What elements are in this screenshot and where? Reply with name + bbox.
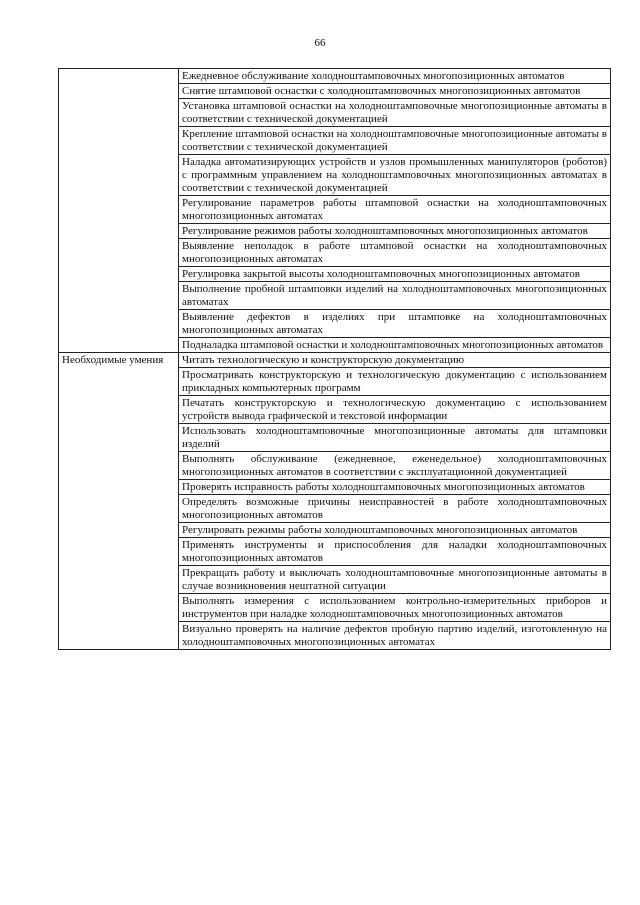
section-label xyxy=(59,69,179,353)
section-label: Необходимые умения xyxy=(59,353,179,650)
requirement-item: Снятие штамповой оснастки с холодноштамповочных многопозиционных автоматов xyxy=(179,84,611,99)
requirement-item: Выполнение пробной штамповки изделий на холодноштамповочных многопозиционных автоматах xyxy=(179,282,611,310)
requirement-item: Использовать холодноштамповочные многопозиционные автоматы для штамповки изделий xyxy=(179,424,611,452)
requirement-item: Прекращать работу и выключать холодноштамповочные многопозиционные автоматы в случае возникновения нештатной ситуации xyxy=(179,566,611,594)
requirement-item: Выявление неполадок в работе штамповой оснастки на холодноштамповочных многопозиционных автоматах xyxy=(179,239,611,267)
requirement-item: Читать технологическую и конструкторскую документацию xyxy=(179,353,611,368)
requirement-item: Применять инструменты и приспособления для наладки холодноштамповочных многопозиционных автоматов xyxy=(179,538,611,566)
requirement-item: Наладка автоматизирующих устройств и узлов промышленных манипуляторов (роботов) с программным управлением на холодноштамповочных многопозиционных автоматах в соответствии с технической документацией xyxy=(179,155,611,196)
requirement-item: Регулирование режимов работы холодноштамповочных многопозиционных автоматов xyxy=(179,224,611,239)
requirement-item: Установка штамповой оснастки на холодноштамповочные многопозиционные автоматы в соответствии с технической документацией xyxy=(179,99,611,127)
requirement-item: Определять возможные причины неисправностей в работе холодноштамповочных многопозиционных автоматов xyxy=(179,495,611,523)
requirements-table-body xyxy=(59,69,611,650)
requirement-item: Подналадка штамповой оснастки и холодноштамповочных многопозиционных автоматов xyxy=(179,338,611,353)
requirement-item: Выявление дефектов в изделиях при штамповке на холодноштамповочных многопозиционных автоматах xyxy=(179,310,611,338)
requirement-item: Ежедневное обслуживание холодноштамповочных многопозиционных автоматов xyxy=(179,69,611,84)
table-row xyxy=(59,353,611,368)
page-number: 66 xyxy=(314,37,326,49)
table-row xyxy=(59,69,611,84)
requirement-item: Выполнять обслуживание (ежедневное, еженедельное) холодноштамповочных многопозиционных автоматов в соответствии с эксплуатационной документацией xyxy=(179,452,611,480)
requirements-table xyxy=(58,68,611,650)
requirement-item: Выполнять измерения с использованием контрольно-измерительных приборов и инструментов при наладке холодноштамповочных многопозиционных автоматов xyxy=(179,594,611,622)
requirement-item: Регулировка закрытой высоты холодноштамповочных многопозиционных автоматов xyxy=(179,267,611,282)
requirement-item: Визуально проверять на наличие дефектов пробную партию изделий, изготовленную на холодноштамповочных многопозиционных автоматах xyxy=(179,622,611,650)
requirement-item: Печатать конструкторскую и технологическую документацию с использованием устройств вывода графической и текстовой информации xyxy=(179,396,611,424)
requirement-item: Просматривать конструкторскую и технологическую документацию с использованием прикладных компьютерных программ xyxy=(179,368,611,396)
requirement-item: Регулирование параметров работы штамповой оснастки на холодноштамповочных многопозиционных автоматах xyxy=(179,196,611,224)
requirement-item: Проверять исправность работы холодноштамповочных многопозиционных автоматов xyxy=(179,480,611,495)
requirement-item: Крепление штамповой оснастки на холодноштамповочные многопозиционные автоматы в соответствии с технической документацией xyxy=(179,127,611,155)
requirement-item: Регулировать режимы работы холодноштамповочных многопозиционных автоматов xyxy=(179,523,611,538)
